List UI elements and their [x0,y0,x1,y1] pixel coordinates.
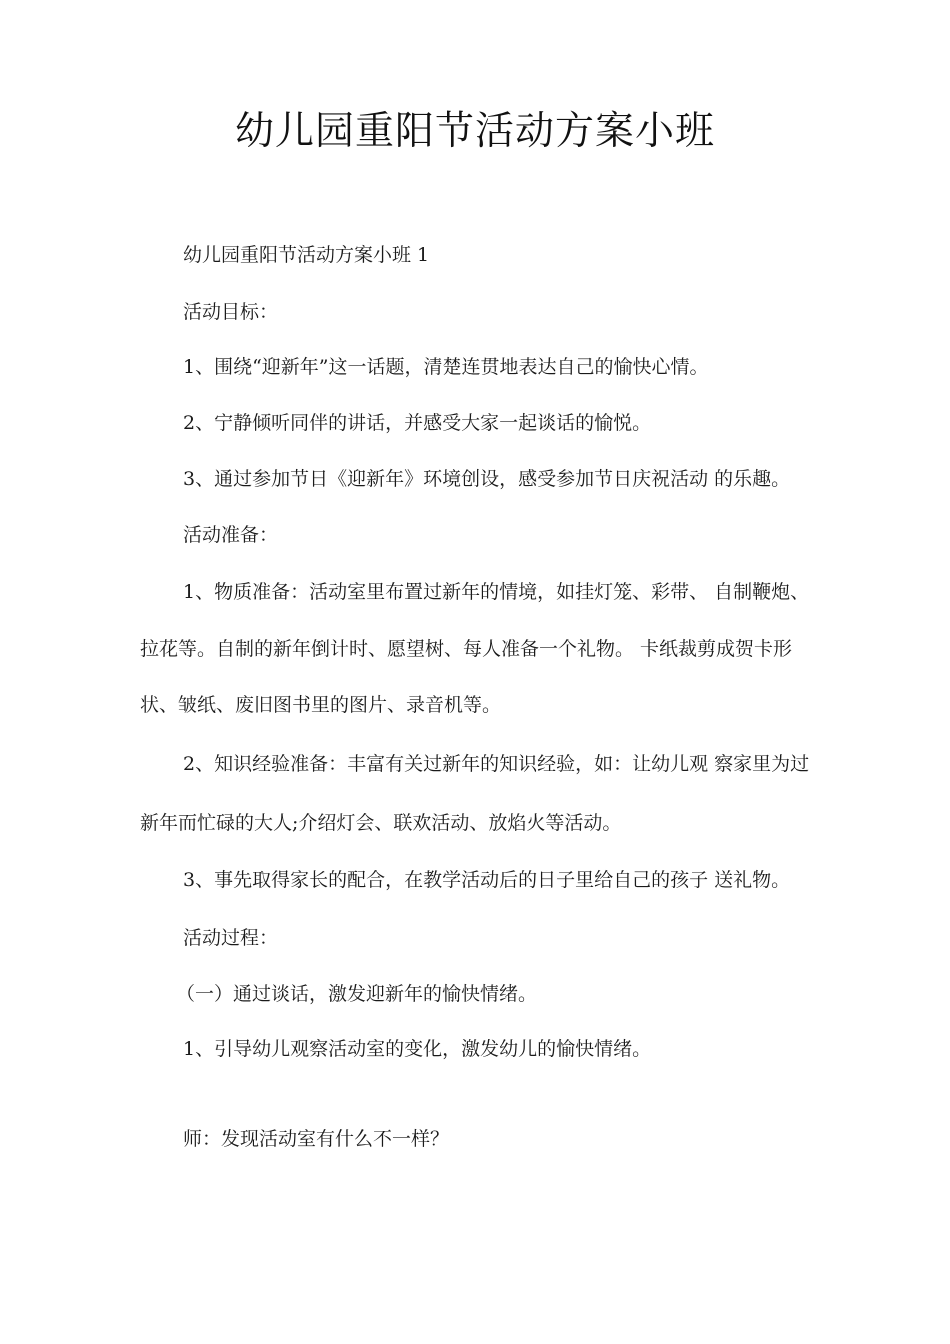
process-section-1: （一）通过谈话，激发迎新年的愉快情绪。 [176,983,538,1005]
prep-3: 3、事先取得家长的配合，在教学活动后的日子里给自己的孩子 送礼物。 [183,869,791,891]
process-step-1: 1、引导幼儿观察活动室的变化，激发幼儿的愉快情绪。 [183,1038,652,1060]
document-title: 幼儿园重阳节活动方案小班 [234,109,715,154]
goal-heading: 活动目标： [183,301,279,323]
goal-item-2: 2、宁静倾听同伴的讲话，并感受大家一起谈话的愉悦。 [183,412,652,434]
prep-2-line-1: 2、知识经验准备：丰富有关过新年的知识经验，如：让幼儿观 察家里为过 [183,753,810,775]
prep-2-line-2: 新年而忙碌的大人;介绍灯会、联欢活动、放焰火等活动。 [140,812,622,834]
prep-heading: 活动准备： [183,524,279,546]
process-heading: 活动过程： [183,927,279,949]
teacher-line: 师：发现活动室有什么不一样？ [183,1128,450,1150]
goal-item-3: 3、通过参加节日《迎新年》环境创设，感受参加节日庆祝活动 的乐趣。 [183,468,791,490]
subtitle: 幼儿园重阳节活动方案小班 1 [183,244,430,266]
prep-1-line-3: 状、皱纸、废旧图书里的图片、录音机等。 [140,694,502,716]
prep-1-line-2: 拉花等。自制的新年倒计时、愿望树、每人准备一个礼物。 卡纸裁剪成贺卡形 [140,638,793,660]
goal-item-1: 1、围绕“迎新年”这一话题，清楚连贯地表达自己的愉快心情。 [183,356,709,378]
prep-1-line-1: 1、物质准备：活动室里布置过新年的情境，如挂灯笼、彩带、 自制鞭炮、 [183,581,810,603]
